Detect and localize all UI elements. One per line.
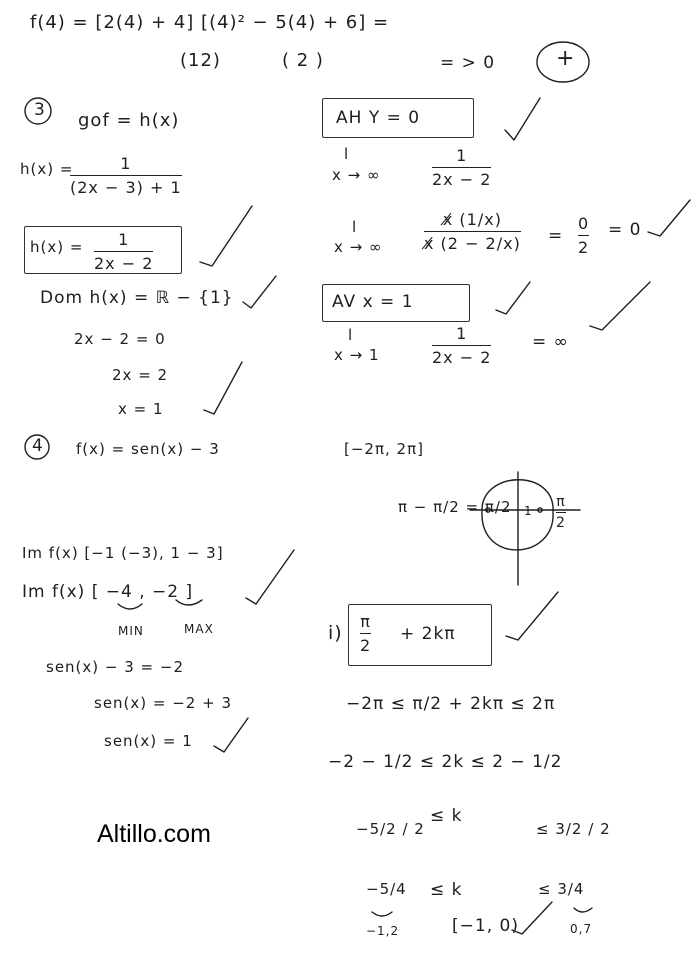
two-denominator: 2 [578,238,590,257]
limit-denominator: 2x − 2 [432,170,492,189]
inequality-3-right: ≤ 3/2 / 2 [536,820,611,838]
h-simplified-lhs: h(x) = [30,238,84,256]
limit-symbol: l [344,145,350,163]
check-mark [204,362,242,414]
check-mark [243,276,276,308]
exercise-3-title: gof = h(x) [78,110,180,131]
check-mark [648,200,690,236]
h-simplified-denominator: 2x − 2 [94,254,154,273]
header-value-2: ( 2 ) [282,50,324,71]
circle-right-numerator: π [556,494,566,510]
inequality-3-left: −5/2 / 2 [356,820,425,838]
min-label: MIN [118,624,144,638]
upper-bound-value: 0,7 [570,922,593,936]
header-expression: f(4) = [2(4) + 4] [(4)² − 5(4) + 6] = [30,12,390,33]
inequality-4-left: −5/4 [366,880,407,898]
check-mark [200,206,252,266]
divided-numerator: x̸ (1/x) [442,210,502,229]
inequality-4-right: ≤ 3/4 [538,880,585,898]
exercise-4-function: f(x) = sen(x) − 3 [76,440,220,458]
av-numerator: 1 [456,324,468,343]
zero-numerator: 0 [578,214,590,233]
horizontal-asymptote: AH Y = 0 [336,108,421,128]
check-mark [246,550,294,604]
inequality-1: −2π ≤ π/2 + 2kπ ≤ 2π [346,694,556,714]
inequality-4-middle: ≤ k [430,880,463,900]
limit-symbol-3: l [348,326,354,344]
lower-bound-value: −1,2 [366,924,400,938]
exercise-3-circle [25,98,51,124]
check-mark [505,98,540,140]
equation-2: sen(x) = −2 + 3 [94,694,232,712]
low-brace [372,912,392,916]
general-numerator: π [360,612,371,631]
av-denominator: 2x − 2 [432,348,492,367]
exercise-4-interval: [−2π, 2π] [344,440,424,458]
watermark: Altillo.com [97,820,211,848]
plus-circle [537,42,589,82]
min-brace [118,604,142,609]
h-definition-lhs: h(x) = [20,160,74,178]
image-range-1: Im f(x) [−1 (−3), 1 − 3] [22,544,224,562]
limit-numerator: 1 [456,146,468,165]
exercise-4-number: 4 [32,436,44,456]
header-value-12: (12) [180,50,221,71]
exercise-3-number: 3 [34,100,46,120]
h-denominator: (2x − 3) + 1 [70,178,182,197]
limit-x-infinity-2: x → ∞ [334,238,383,256]
header-greater-zero: = > 0 [440,53,496,73]
h-numerator: 1 [120,154,132,173]
equation-1: sen(x) − 3 = −2 [46,658,184,676]
equals-sign: = [548,226,564,246]
limit-symbol-2: l [352,218,358,236]
header-sign: + [556,46,576,71]
image-range-2: Im f(x) [ −4 , −2 ] [22,582,194,602]
equation-3: sen(x) = 1 [104,732,193,750]
inequality-2: −2 − 1/2 ≤ 2k ≤ 2 − 1/2 [328,752,563,772]
limit-x-infinity: x → ∞ [332,166,381,184]
check-mark [590,282,650,330]
check-mark [512,902,552,934]
circle-left-label: π − π/2 = π/2 [398,498,512,516]
check-mark [506,592,558,640]
domain-statement: Dom h(x) = ℝ − {1} [40,288,234,308]
max-label: MAX [184,622,214,636]
limit-result-zero: = 0 [608,220,642,240]
divided-denominator: x̸ (2 − 2/x) [424,234,521,253]
limit-result-infinity: = ∞ [532,332,569,352]
step-3: x = 1 [118,400,164,418]
check-mark [214,718,248,752]
solution-set: [−1, 0) [452,916,519,936]
step-1: 2x − 2 = 0 [74,330,166,348]
high-brace [574,908,592,912]
check-mark [496,282,530,314]
general-denominator: 2 [360,636,372,655]
inequality-3-middle: ≤ k [430,806,463,826]
vertical-asymptote: AV x = 1 [332,292,414,312]
limit-x-one: x → 1 [334,346,380,364]
part-i-label: i) [328,622,343,644]
exercise-4-circle [25,435,49,459]
circle-point-label: 1 [524,504,533,518]
max-brace [176,600,202,605]
general-solution-term: + 2kπ [400,624,456,644]
h-simplified-numerator: 1 [118,230,130,249]
circle-right-denominator: 2 [556,515,566,531]
step-2: 2x = 2 [112,366,169,384]
